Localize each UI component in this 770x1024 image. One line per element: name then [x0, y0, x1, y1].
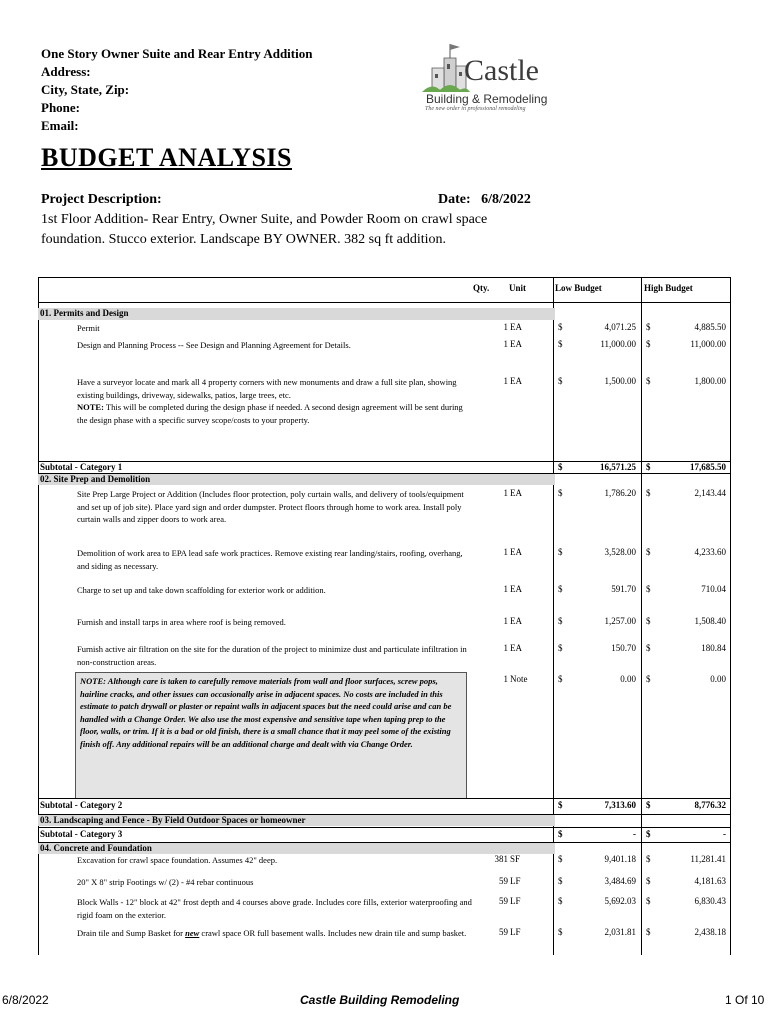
currency-symbol: $	[558, 462, 563, 472]
currency-symbol: $	[646, 643, 651, 653]
line-item-low: 1,500.00	[604, 376, 636, 386]
currency-symbol: $	[646, 547, 651, 557]
line-item-description: Furnish and install tarps in area where roof is being removed.	[77, 617, 286, 627]
subtotal-label: Subtotal - Category 2	[40, 800, 123, 810]
disclaimer-note: NOTE: Although care is taken to carefully remove materials from wall and floor surfaces, screw pops, hairline cracks, and other issues can occasionally arise in adjacent spaces. No costs are included in this estimate to patch drywall or plaster or repaint walls in adjacent spaces but the need could arise and can be handled with a Change Order. We also use the most expensive and sensitive tape when taping prep to the floor, walls, or trim. If it is a bad or old finish, there is a small chance that it may peel some of the existing finish off. Any additional repairs will be an additional charge and dealt with via Change Order.	[75, 672, 467, 799]
note-label: NOTE:	[77, 402, 104, 412]
divider	[38, 827, 731, 828]
divider	[38, 798, 731, 799]
currency-symbol: $	[646, 584, 651, 594]
line-item-low: 1,786.20	[604, 488, 636, 498]
line-item-qty: 1	[503, 547, 508, 557]
line-item-qty: 1	[503, 674, 508, 684]
currency-symbol: $	[558, 876, 563, 886]
line-item-unit: EA	[510, 488, 522, 498]
currency-symbol: $	[558, 584, 563, 594]
currency-symbol: $	[646, 376, 651, 386]
page-number: 1 Of 10	[725, 993, 765, 1007]
line-item-high: 6,830.43	[694, 896, 726, 906]
currency-symbol: $	[646, 674, 651, 684]
line-item-unit: SF	[510, 854, 521, 864]
line-item-unit: EA	[510, 322, 522, 332]
subtotal-label: Subtotal - Category 3	[40, 829, 123, 839]
line-item-qty: 1	[503, 616, 508, 626]
line-item-unit: EA	[510, 376, 522, 386]
column-divider	[641, 277, 642, 955]
col-header-unit: Unit	[509, 283, 527, 293]
currency-symbol: $	[558, 896, 563, 906]
logo-wordmark: Castle	[464, 54, 539, 87]
line-item-high: 710.04	[701, 584, 726, 594]
footer-date: 6/8/2022	[2, 993, 49, 1007]
currency-symbol: $	[558, 800, 563, 810]
line-item-low: 150.70	[611, 643, 636, 653]
line-item-qty: 1	[503, 488, 508, 498]
line-item-high: 4,181.63	[694, 876, 726, 886]
subtotal-low: 7,313.60	[604, 800, 636, 810]
line-item-qty: 381	[494, 854, 508, 864]
line-item-qty: 1	[503, 643, 508, 653]
category-title: 02. Site Prep and Demolition	[40, 474, 151, 484]
address-label: Address:	[41, 64, 91, 79]
line-item-high: 1,508.40	[694, 616, 726, 626]
date-label: Date:	[438, 192, 471, 207]
line-item-unit: LF	[510, 876, 521, 886]
line-item-description: 20" X 8" strip Footings w/ (2) - #4 rebar continuous	[77, 877, 254, 887]
currency-symbol: $	[558, 488, 563, 498]
project-description-block	[41, 190, 541, 250]
date-value: 6/8/2022	[481, 192, 531, 207]
drain-desc-end: crawl space OR full basement walls. Includes new drain tile and sump basket.	[199, 928, 467, 938]
line-item-unit: LF	[510, 927, 521, 937]
line-item-low: 5,692.03	[604, 896, 636, 906]
currency-symbol: $	[646, 876, 651, 886]
line-item-unit: EA	[510, 584, 522, 594]
line-item-high: 4,233.60	[694, 547, 726, 557]
line-item-high: 180.84	[701, 643, 726, 653]
line-item-description: Design and Planning Process -- See Design and Planning Agreement for Details.	[77, 340, 351, 350]
line-item-qty: 59	[499, 927, 508, 937]
line-item-unit: LF	[510, 896, 521, 906]
line-item-description: Site Prep Large Project or Addition (Includes floor protection, poly curtain walls, and delivery of tools/equipment and set up of job site). Place yard sign and order dumpster. Protect floors through home to work area. Install poly curtain walls and zipper doors to work area.	[77, 489, 464, 524]
line-item-high: 11,000.00	[690, 339, 726, 349]
subtotal-low: 16,571.25	[600, 462, 636, 472]
currency-symbol: $	[646, 896, 651, 906]
footer-company: Castle Building Remodeling	[300, 993, 460, 1007]
subtotal-low: -	[633, 829, 636, 839]
line-item-qty: 1	[503, 339, 508, 349]
currency-symbol: $	[558, 339, 563, 349]
line-item-high: 2,143.44	[694, 488, 726, 498]
currency-symbol: $	[558, 674, 563, 684]
currency-symbol: $	[558, 376, 563, 386]
currency-symbol: $	[646, 339, 651, 349]
project-name: One Story Owner Suite and Rear Entry Addition	[41, 46, 313, 61]
line-item-high: 11,281.41	[690, 854, 726, 864]
line-item-low: 4,071.25	[604, 322, 636, 332]
line-item-qty: 59	[499, 896, 508, 906]
subtotal-label: Subtotal - Category 1	[40, 462, 123, 472]
currency-symbol: $	[646, 829, 651, 839]
subtotal-high: 17,685.50	[690, 462, 726, 472]
phone-label: Phone:	[41, 100, 80, 115]
page-title: BUDGET ANALYSIS	[41, 143, 292, 172]
line-item-description: Permit	[77, 323, 100, 333]
currency-symbol: $	[558, 927, 563, 937]
line-item-qty: 59	[499, 876, 508, 886]
line-item-description	[77, 927, 472, 940]
email-label: Email:	[41, 118, 79, 133]
currency-symbol: $	[558, 616, 563, 626]
line-item-low: 11,000.00	[600, 339, 636, 349]
line-item-description: Block Walls - 12" block at 42" frost depth and 4 courses above grade. Includes core fills, exterior waterproofing and rigid foam on the exterior.	[77, 897, 472, 920]
date-block	[438, 190, 531, 210]
currency-symbol: $	[646, 488, 651, 498]
line-item-description: Charge to set up and take down scaffolding for exterior work or addition.	[77, 585, 326, 595]
col-header-low: Low Budget	[555, 283, 602, 293]
line-item-description	[77, 376, 472, 426]
currency-symbol: $	[558, 829, 563, 839]
currency-symbol: $	[646, 322, 651, 332]
line-item-low: 3,528.00	[604, 547, 636, 557]
line-item-low: 591.70	[611, 584, 636, 594]
category-title: 03. Landscaping and Fence - By Field Outdoor Spaces or homeowner	[40, 815, 306, 825]
line-item-low: 2,031.81	[604, 927, 636, 937]
city-label: City, State, Zip:	[41, 82, 130, 97]
col-header-high: High Budget	[644, 283, 693, 293]
logo-tagline: The new order in professional remodeling	[425, 106, 526, 112]
currency-symbol: $	[646, 800, 651, 810]
line-item-qty: 1	[503, 376, 508, 386]
line-item-low: 0.00	[620, 674, 636, 684]
category-title: 04. Concrete and Foundation	[40, 843, 152, 853]
currency-symbol: $	[646, 616, 651, 626]
survey-note: This will be completed during the design phase if needed. A second design agreement will be sent during the design phase with a specific survey scope/costs to your property.	[77, 402, 463, 425]
currency-symbol: $	[646, 462, 651, 472]
project-description: 1st Floor Addition- Rear Entry, Owner Suite, and Powder Room on crawl space foundation. Stucco exterior. Landscape BY OWNER. 382 sq ft addition.	[41, 212, 488, 247]
line-item-qty: 1	[503, 584, 508, 594]
line-item-high: 2,438.18	[694, 927, 726, 937]
line-item-high: 0.00	[710, 674, 726, 684]
line-item-description: Furnish active air filtration on the site for the duration of the project to minimize dust and particulate infiltration in non-construction areas.	[77, 644, 467, 667]
col-header-qty: Qty.	[473, 283, 490, 293]
line-item-low: 9,401.18	[604, 854, 636, 864]
currency-symbol: $	[646, 854, 651, 864]
category-title: 01. Permits and Design	[40, 308, 129, 318]
currency-symbol: $	[558, 547, 563, 557]
divider	[38, 302, 731, 303]
line-item-description: Demolition of work area to EPA lead safe work practices. Remove existing rear landing/stairs, roofing, overhang, and siding as necessary.	[77, 548, 463, 571]
line-item-unit: EA	[510, 616, 522, 626]
budget-table	[38, 277, 731, 955]
drain-desc-emphasis: new	[185, 928, 200, 938]
line-item-unit: EA	[510, 643, 522, 653]
drain-desc-start: Drain tile and Sump Basket for	[77, 928, 186, 938]
description-label: Project Description:	[41, 192, 162, 207]
survey-description: Have a surveyor locate and mark all 4 property corners with new monuments and draw a full site plan, showing existing buildings, driveway, sidewalks, patios, large trees, etc.	[77, 377, 457, 400]
line-item-low: 3,484.69	[604, 876, 636, 886]
line-item-unit: EA	[510, 547, 522, 557]
line-item-description: Excavation for crawl space foundation. Assumes 42" deep.	[77, 855, 278, 865]
line-item-high: 1,800.00	[694, 376, 726, 386]
subtotal-high: -	[723, 829, 726, 839]
currency-symbol: $	[558, 322, 563, 332]
line-item-high: 4,885.50	[694, 322, 726, 332]
company-logo	[420, 42, 555, 116]
line-item-unit: EA	[510, 339, 522, 349]
project-header	[41, 45, 312, 135]
currency-symbol: $	[558, 643, 563, 653]
currency-symbol: $	[646, 927, 651, 937]
line-item-qty: 1	[503, 322, 508, 332]
currency-symbol: $	[558, 854, 563, 864]
logo-subtitle: Building & Remodeling	[426, 92, 548, 106]
line-item-low: 1,257.00	[604, 616, 636, 626]
subtotal-high: 8,776.32	[694, 800, 726, 810]
line-item-unit: Note	[510, 674, 528, 684]
